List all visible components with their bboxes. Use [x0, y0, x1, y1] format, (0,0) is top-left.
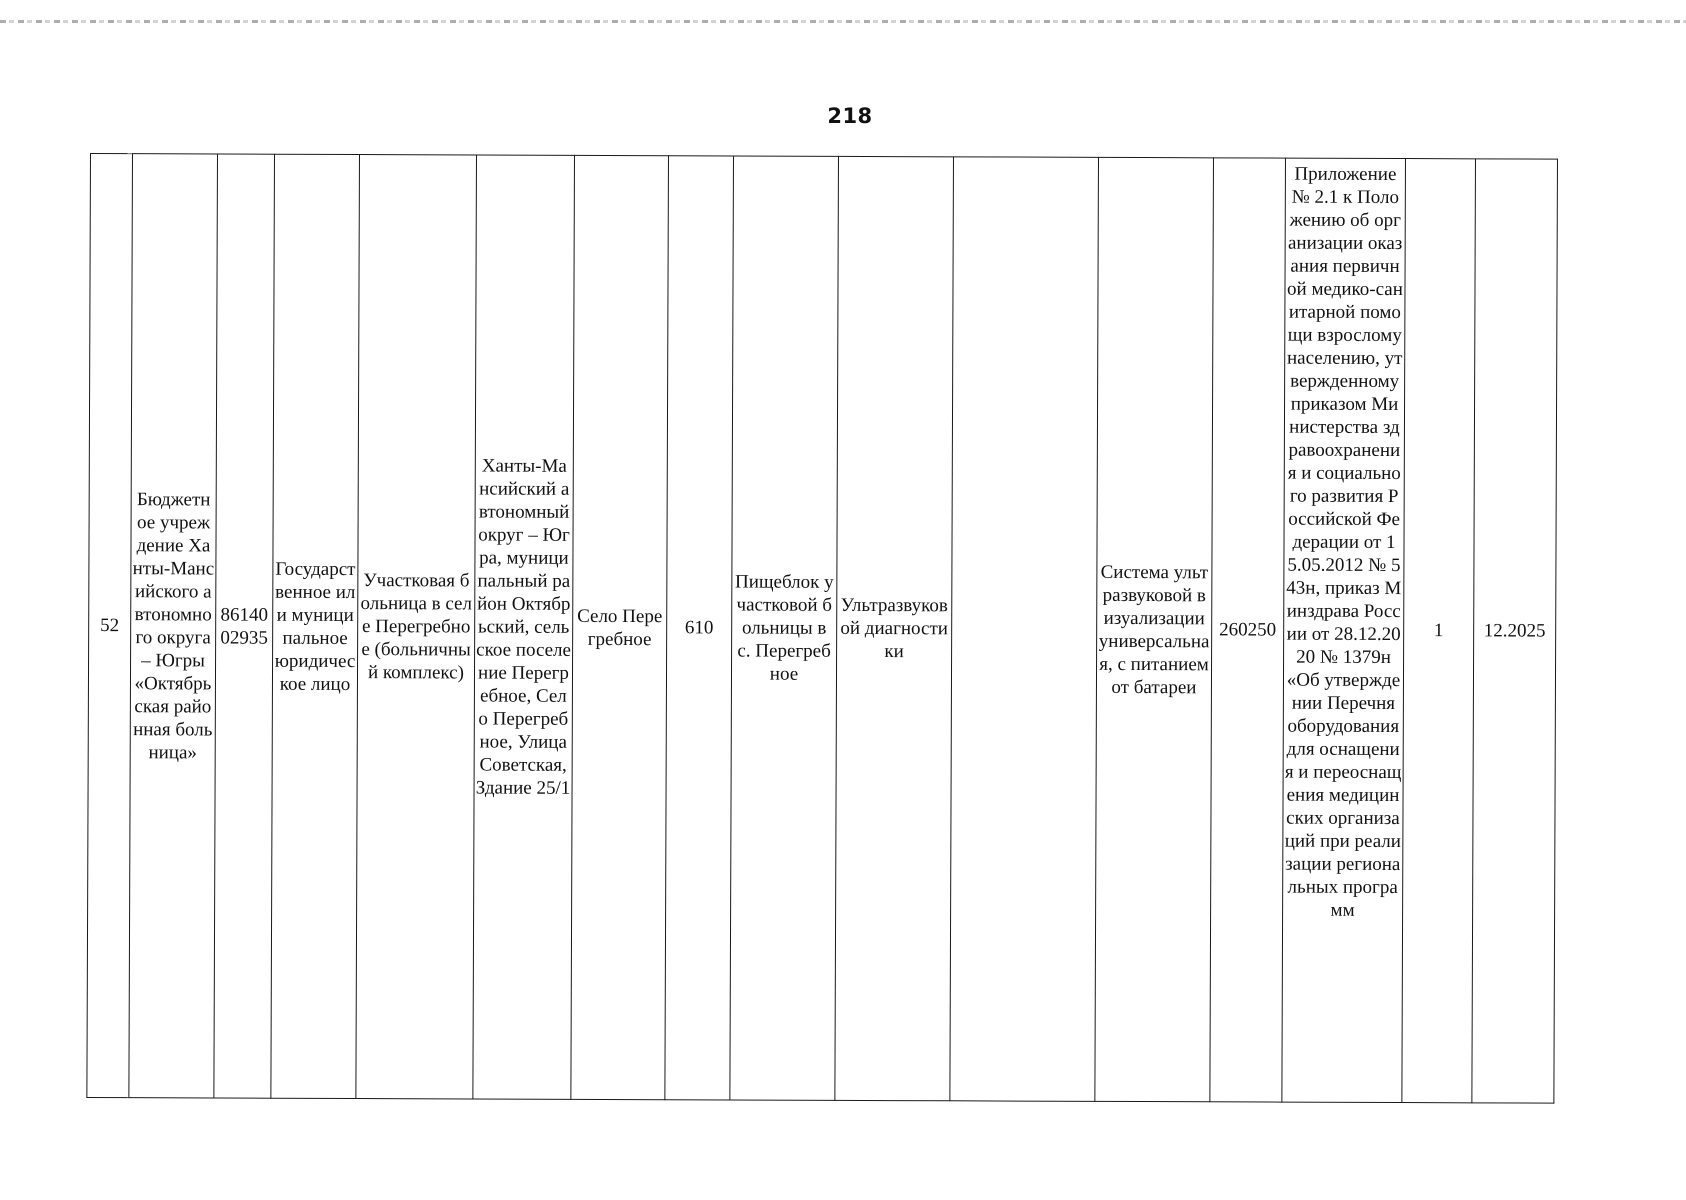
page-number: 218	[827, 104, 873, 128]
settlement-cell: Село Перегребное	[571, 155, 669, 1099]
empty-cell	[950, 157, 1099, 1102]
address-cell: Ханты-Мансийский автономный округ – Югра, муниципальный район Октябрьский, сельское поселение Перегребное, Село Перегребное, Улица Советская, Здание 25/1	[473, 155, 575, 1099]
department-cell: Ультразвуковой диагностики	[835, 156, 954, 1100]
equipment-cell: Система ультразвуковой визуализации универсальная, с питанием от батареи	[1095, 157, 1214, 1101]
table-row	[87, 154, 1558, 1104]
scan-edge-noise	[0, 20, 1686, 23]
equipment-code-cell: 260250	[1210, 158, 1286, 1102]
building-cell: Пищеблок участковой больницы в с. Перегребное	[730, 156, 839, 1100]
organization-cell: Бюджетное учреждение Ханты-Мансийского автономного округа – Югры «Октябрьская районная больница»	[129, 154, 218, 1098]
inn-cell: 8614002935	[214, 154, 275, 1098]
row-index-cell: 52	[87, 154, 133, 1098]
date-cell: 12.2025	[1472, 159, 1558, 1103]
register-table	[86, 153, 1558, 1104]
legal-form-cell: Государственное или муниципальное юридическое лицо	[271, 154, 360, 1098]
justification-cell: Приложение № 2.1 к Положению об организации оказания первичной медико-санитарной помощи взрослому населению, утвержденному приказом Министерства здравоохранения и социального развития Российской Федерации от 15.05.2012 № 543н, приказ Минздрава России от 28.12.2020 № 1379н «Об утверждении Перечня оборудования для оснащения и переоснащения медицинских организаций при реализации региональных программ	[1282, 158, 1406, 1102]
quantity-cell: 1	[1402, 159, 1476, 1103]
code-cell: 610	[665, 156, 734, 1100]
facility-cell: Участковая больница в селе Перегребное (больничный комплекс)	[356, 155, 477, 1099]
